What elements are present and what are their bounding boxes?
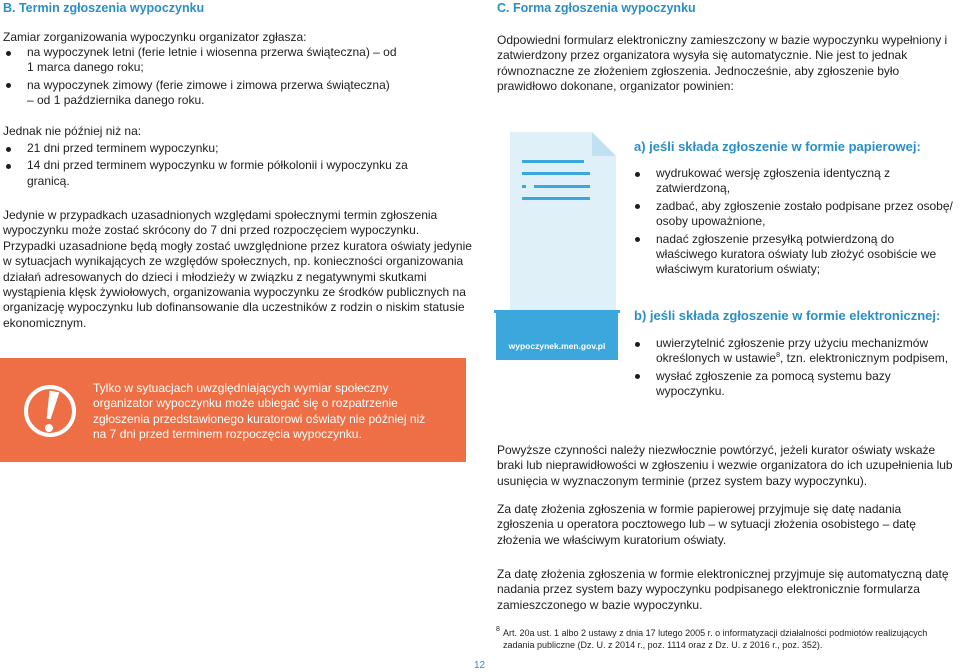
- electronic-form-list: [632, 336, 958, 400]
- exception-paragraph: Jedynie w przypadkach uzasadnionych względami społecznymi termin zgłoszenia wypoczynku może zostać skrócony do 7 dni przed rozpoczęciem wypoczynku. Przypadki uzasadnione będą mogły zostać uwzględnione przez kuratora oświaty jedynie w sytuacjach wynikających ze względów społecznych, np. konieczności organizowania działań adresowanych do dzieci i młodzieży w związku z negatywnymi skutkami wystąpienia klęsk żywiołowych, organizowania wypoczynku ze środków publicznych na organizację wypoczynku lub dofinansowanie dla uczestników z rodzin o niskim statusie ekonomicznym.: [3, 208, 472, 330]
- list-item: 14 dni przed terminem wypoczynku w formie półkolonii i wypoczynku za granicą.: [3, 158, 418, 189]
- electronic-form-heading: b) jeśli składa zgłoszenie w formie elektronicznej:: [634, 308, 941, 323]
- list-item: 21 dni przed terminem wypoczynku;: [3, 141, 418, 156]
- electronic-date-paragraph: Za datę złożenia zgłoszenia w formie elektronicznej przyjmuje się automatyczną datę nadania przez system bazy wypoczynku podpisanego elektronicznie formularza zamieszczonego w bazie wypoczynku.: [497, 567, 949, 612]
- document-illustration: [494, 130, 624, 370]
- electronic-item-text: uwierzytelnić zgłoszenie przy użyciu mechanizmów określonych w ustawie: [656, 336, 929, 366]
- deadline-intro: Jednak nie później niż na:: [3, 124, 142, 138]
- paper-form-list: [632, 166, 958, 278]
- warning-text: Tylko w sytuacjach uwzględniających wymiar społeczny organizator wypoczynku może ubiegać się o rozpatrzenie zgłoszenia przedstawionego kuratorowi oświaty nie później niż na 7 dni przed terminem rozpoczęcia wypoczynku.: [93, 381, 426, 442]
- baza-wypoczynku-link[interactable]: wypoczynek.men.gov.pl: [508, 341, 606, 351]
- section-b-title: B. Termin zgłoszenia wypoczynku: [3, 1, 205, 15]
- list-item: zadbać, aby zgłoszenie zostało podpisane przez osobę/ osoby upoważnione,: [632, 199, 958, 230]
- exclamation-icon: [24, 381, 76, 446]
- footnote-ref[interactable]: 8: [776, 352, 780, 360]
- section-b-intro: Zamiar zorganizowania wypoczynku organizator zgłasza:: [3, 30, 307, 44]
- paper-form-heading: a) jeśli składa zgłoszenie w formie papierowej:: [634, 139, 921, 154]
- repeat-paragraph: Powyższe czynności należy niezwłocznie powtórzyć, jeżeli kurator oświaty wskaże braki lub nieprawidłowości w zgłoszeniu i wezwie organizatora do ich uzupełnienia lub usunięcia w wyznaczonym terminie (przez system bazy wypoczynku).: [497, 443, 953, 488]
- list-item: wydrukować wersję zgłoszenia identyczną z zatwierdzoną,: [632, 166, 958, 197]
- list-item: na wypoczynek zimowy (ferie zimowe i zimowa przerwa świąteczna) – od 1 października danego roku.: [3, 78, 398, 109]
- page-number: 12: [474, 660, 486, 671]
- list-item: wysłać zgłoszenie za pomocą systemu bazy wypoczynku.: [632, 369, 958, 400]
- warning-box: [0, 358, 466, 462]
- document-icon: [494, 130, 624, 365]
- deadline-list: [3, 141, 418, 189]
- list-item: nadać zgłoszenie przesyłką potwierdzoną do właściwego kuratora oświaty lub złożyć osobiście we właściwym kuratorium oświaty;: [632, 232, 958, 278]
- paper-date-paragraph: Za datę złożenia zgłoszenia w formie papierowej przyjmuje się datę nadania zgłoszenia u operatora pocztowego lub – w sytuacji złożenia osobistego – datę złożenia we właściwym kuratorium oświaty.: [497, 502, 916, 547]
- list-item: na wypoczynek letni (ferie letnie i wiosenna przerwa świąteczna) – od 1 marca danego roku;: [3, 45, 398, 76]
- footnote-text: Art. 20a ust. 1 albo 2 ustawy z dnia 17 lutego 2005 r. o informatyzacji działalności podmiotów realizujących zadania publiczne (Dz. U. z 2014 r., poz. 1114 oraz z Dz. U. z 2016 r., poz. 352).: [503, 628, 928, 650]
- electronic-item-text-cont: , tzn. elektronicznym podpisem,: [779, 351, 949, 366]
- summer-winter-list: [3, 45, 398, 109]
- list-item: [632, 336, 958, 367]
- section-c-intro: Odpowiedni formularz elektroniczny zamieszczony w bazie wypoczynku wypełniony i zatwierdzony przez organizatora wysyła się automatycznie. Nie jest to jednak równoznaczne ze złożeniem zgłoszenia. Jednocześnie, aby zgłoszenie było prawidłowo dokonane, organizator powinien:: [497, 33, 948, 94]
- section-c-title: C. Forma zgłoszenia wypoczynku: [497, 1, 696, 15]
